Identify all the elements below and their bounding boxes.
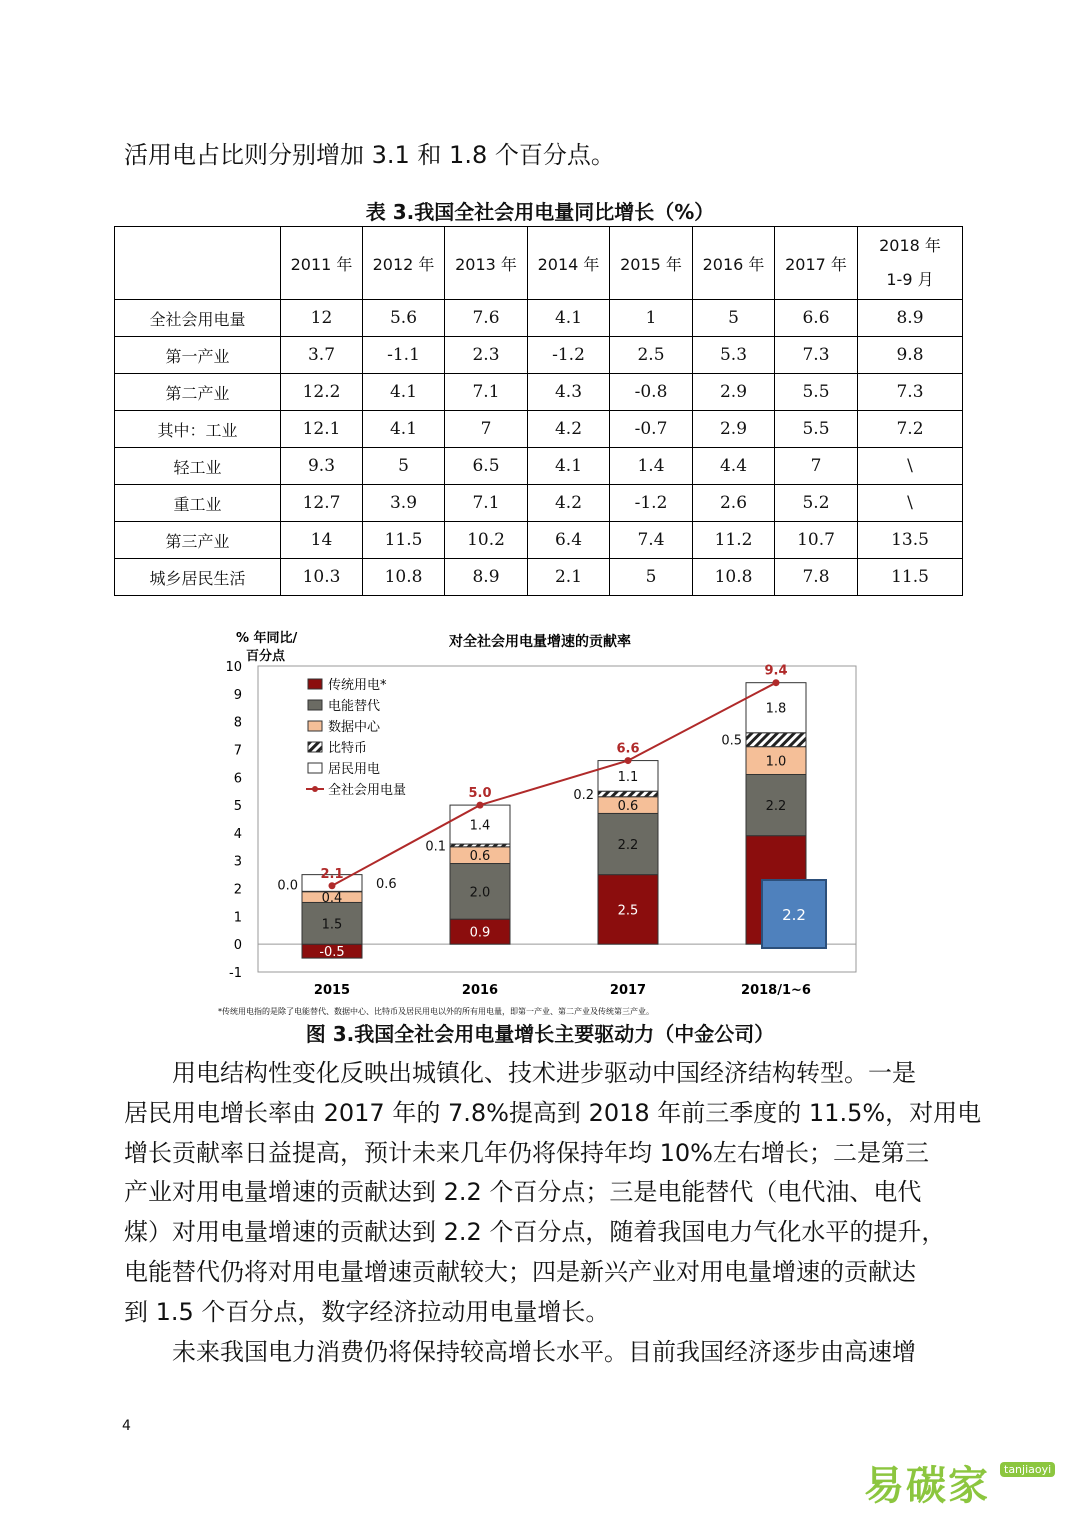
- y-tick-label: 1: [233, 910, 242, 926]
- table-cell: 7.8: [775, 559, 858, 596]
- table-cell: 11.5: [363, 522, 445, 559]
- table-cell: 4.1: [363, 374, 445, 411]
- table-cell: 8.9: [445, 559, 528, 596]
- bar-value-label: 2.2: [765, 799, 787, 815]
- bar-value-label: 0.5: [721, 733, 742, 749]
- bar-value-label: 0.6: [469, 849, 491, 865]
- y-tick-label: 3: [233, 854, 242, 870]
- table-cell: 5.3: [693, 337, 775, 374]
- total-value-label: 9.4: [764, 663, 788, 679]
- table-row: [115, 522, 963, 559]
- bar-value-label: 2.2: [617, 838, 639, 854]
- table-cell: 5: [693, 300, 775, 337]
- table-row: [115, 411, 963, 448]
- y-axis-label-line1: % 年同比/: [236, 631, 298, 646]
- bar-value-label: 0.4: [321, 890, 343, 906]
- legend-label: 比特币: [328, 741, 368, 756]
- table-cell: 13.5: [858, 522, 963, 559]
- table-cell: 7.2: [858, 411, 963, 448]
- table-cell: -0.7: [610, 411, 693, 448]
- table-cell: 9.8: [858, 337, 963, 374]
- table-cell: 10.8: [693, 559, 775, 596]
- table-cell: 5.5: [775, 411, 858, 448]
- body-line: 增长贡献率日益提高，预计未来几年仍将保持年均 10%左右增长；二是第三: [124, 1138, 929, 1167]
- y-tick-label: 8: [233, 715, 242, 731]
- table-row: [115, 485, 963, 522]
- callout-label: 2.2: [782, 906, 806, 924]
- table-cell: 5.2: [775, 485, 858, 522]
- table-cell: 9.3: [281, 448, 363, 485]
- table-cell: 5: [610, 559, 693, 596]
- watermark-logo-sub: tanjiaoyi: [1000, 1462, 1055, 1477]
- header-year: 2011 年: [281, 227, 363, 300]
- bar-value-label: 0.6: [617, 799, 639, 815]
- table-cell: 2.9: [693, 411, 775, 448]
- table-cell: \: [858, 485, 963, 522]
- table-cell: 1: [610, 300, 693, 337]
- bar-value-label: 1.5: [321, 917, 343, 933]
- table-cell: 7.1: [445, 374, 528, 411]
- figure-caption: 图 3.我国全社会用电量增长主要驱动力（中金公司）: [305, 1022, 775, 1046]
- bar-value-label: 1.8: [765, 701, 787, 717]
- table-row: [115, 374, 963, 411]
- table-row: [115, 337, 963, 374]
- table-cell: 7.3: [858, 374, 963, 411]
- table-cell: -1.2: [528, 337, 610, 374]
- body-line: 居民用电增长率由 2017 年的 7.8%提高到 2018 年前三季度的 11.5%，对用电: [124, 1098, 982, 1127]
- body-line: 产业对用电量增速的贡献达到 2.2 个百分点；三是电能替代（电代油、电代: [124, 1178, 922, 1207]
- table-cell: -1.1: [363, 337, 445, 374]
- table-row: [115, 448, 963, 485]
- page-number: 4: [122, 1418, 131, 1434]
- table-row: [115, 300, 963, 337]
- table-cell: 7.6: [445, 300, 528, 337]
- row-label: 第一产业: [115, 337, 281, 374]
- y-tick-label: -1: [229, 966, 242, 981]
- table-cell: 1.4: [610, 448, 693, 485]
- legend-swatch: [308, 700, 322, 710]
- table-cell: 12.2: [281, 374, 363, 411]
- row-label: 第三产业: [115, 522, 281, 559]
- table-cell: 7.1: [445, 485, 528, 522]
- table-cell: 2.9: [693, 374, 775, 411]
- body-line: 煤）对用电量增速的贡献达到 2.2 个百分点，随着我国电力气化水平的提升，: [124, 1218, 946, 1247]
- table-caption: 表 3.我国全社会用电量同比增长（%）: [365, 200, 715, 224]
- bar-value-label: 0.9: [469, 925, 491, 941]
- row-label: 其中：工业: [115, 411, 281, 448]
- body-line: 未来我国电力消费仍将保持较高增长水平。目前我国经济逐步由高速增: [124, 1337, 916, 1366]
- total-value-label: 5.0: [468, 786, 492, 802]
- legend-label: 全社会用电量: [328, 783, 407, 798]
- table-cell: 7: [775, 448, 858, 485]
- table-cell: 4.4: [693, 448, 775, 485]
- table-cell: 11.2: [693, 522, 775, 559]
- header-year: 2012 年: [363, 227, 445, 300]
- total-point: [477, 802, 484, 809]
- table-cell: 2.5: [610, 337, 693, 374]
- table-cell: 12.1: [281, 411, 363, 448]
- table-cell: 10.8: [363, 559, 445, 596]
- table-cell: 3.9: [363, 485, 445, 522]
- table-row: [115, 559, 963, 596]
- legend-swatch: [308, 679, 322, 689]
- table-cell: 12.7: [281, 485, 363, 522]
- header-year: 2014 年: [528, 227, 610, 300]
- chart-footnote: *传统用电指的是除了电能替代、数据中心、比特币及居民用电以外的所有用电量，即第一产业、第二产业及传统第三产业。: [218, 1007, 654, 1016]
- legend-label: 电能替代: [328, 699, 381, 714]
- table-cell: 7.3: [775, 337, 858, 374]
- table-cell: 7.4: [610, 522, 693, 559]
- bar-segment: [746, 733, 806, 747]
- x-tick-label: 2015: [313, 983, 351, 998]
- x-tick-label: 2016: [461, 983, 499, 998]
- row-label: 第二产业: [115, 374, 281, 411]
- legend-label: 居民用电: [328, 762, 381, 777]
- table-cell: 8.9: [858, 300, 963, 337]
- intro-paragraph: 活用电占比则分别增加 3.1 和 1.8 个百分点。: [124, 141, 615, 169]
- y-tick-label: 9: [233, 687, 242, 703]
- legend-swatch: [308, 721, 322, 731]
- table-cell: 11.5: [858, 559, 963, 596]
- y-tick-label: 4: [233, 826, 242, 842]
- header-year: 2015 年: [610, 227, 693, 300]
- row-label: 城乡居民生活: [115, 559, 281, 596]
- total-value-label: 6.6: [616, 741, 640, 757]
- table-cell: -1.2: [610, 485, 693, 522]
- y-tick-label: 7: [233, 743, 242, 759]
- table-cell: 3.7: [281, 337, 363, 374]
- table-cell: 4.1: [528, 300, 610, 337]
- chart-title: 对全社会用电量增速的贡献率: [449, 634, 631, 650]
- bar-value-label: 2.0: [469, 885, 491, 901]
- watermark-logo: 易碳家: [864, 1463, 990, 1509]
- y-axis-label-line2: 百分点: [246, 649, 286, 664]
- body-line: 用电结构性变化反映出城镇化、技术进步驱动中国经济结构转型。一是: [124, 1059, 916, 1087]
- x-tick-label: 2017: [609, 983, 647, 998]
- bar-segment: [598, 791, 658, 797]
- table-cell: 10.7: [775, 522, 858, 559]
- total-point: [329, 882, 336, 889]
- table-header-row: [115, 227, 963, 300]
- table-cell: 6.6: [775, 300, 858, 337]
- table-cell: 4.2: [528, 485, 610, 522]
- bar-value-label: 1.4: [469, 818, 491, 834]
- header-year: 2013 年: [445, 227, 528, 300]
- table-cell: 4.1: [528, 448, 610, 485]
- header-year-line: 2018 年: [879, 236, 941, 255]
- table-cell: 2.3: [445, 337, 528, 374]
- total-value-label: 2.1: [320, 866, 344, 882]
- y-tick-label: 10: [225, 660, 242, 675]
- table-cell: 10.3: [281, 559, 363, 596]
- y-tick-label: 5: [233, 799, 242, 815]
- y-tick-label: 0: [233, 938, 242, 954]
- legend-label: 传统用电*: [328, 678, 387, 693]
- header-period-line: 1-9 月: [886, 270, 934, 289]
- legend-label: 数据中心: [328, 720, 381, 735]
- legend-swatch: [308, 742, 322, 752]
- bar-value-label: 2.5: [617, 903, 639, 919]
- total-point: [625, 757, 632, 764]
- y-tick-label: 2: [233, 882, 242, 898]
- bar-value-label: 1.1: [617, 769, 639, 785]
- table-cell: 4.3: [528, 374, 610, 411]
- table-cell: 10.2: [445, 522, 528, 559]
- body-line: 电能替代仍将对用电量增速贡献较大；四是新兴产业对用电量增速的贡献达: [124, 1258, 916, 1286]
- legend-swatch: [308, 763, 322, 773]
- table-cell: 4.2: [528, 411, 610, 448]
- total-point: [773, 679, 780, 686]
- header-corner: [115, 227, 281, 300]
- contribution-chart: [210, 628, 860, 1020]
- table-cell: \: [858, 448, 963, 485]
- table-cell: 12: [281, 300, 363, 337]
- row-label: 全社会用电量: [115, 300, 281, 337]
- header-year: 2016 年: [693, 227, 775, 300]
- y-tick-label: 6: [233, 771, 242, 787]
- bar-value-label: 0.2: [573, 787, 594, 803]
- table-cell: 14: [281, 522, 363, 559]
- x-tick-label: 2018/1~6: [741, 983, 811, 998]
- electricity-growth-table: [114, 226, 963, 596]
- table-cell: 6.4: [528, 522, 610, 559]
- table-cell: 6.5: [445, 448, 528, 485]
- header-year-2018: [858, 227, 963, 300]
- table-cell: 2.1: [528, 559, 610, 596]
- legend-line-marker: [312, 786, 318, 792]
- table-cell: 2.6: [693, 485, 775, 522]
- table-cell: 7: [445, 411, 528, 448]
- bar-value-label: 0.0: [277, 878, 298, 894]
- body-line: 到 1.5 个百分点，数字经济拉动用电量增长。: [124, 1297, 610, 1326]
- header-year: 2017 年: [775, 227, 858, 300]
- row-label: 重工业: [115, 485, 281, 522]
- table-cell: 5: [363, 448, 445, 485]
- bar-value-label: 1.0: [765, 754, 787, 770]
- bar-value-label: -0.5: [319, 945, 345, 961]
- bar-value-label: 0.1: [425, 839, 446, 855]
- bar-value-label: 0.6: [376, 876, 397, 892]
- table-cell: 4.1: [363, 411, 445, 448]
- table-cell: 5.6: [363, 300, 445, 337]
- table-cell: 5.5: [775, 374, 858, 411]
- table-cell: -0.8: [610, 374, 693, 411]
- row-label: 轻工业: [115, 448, 281, 485]
